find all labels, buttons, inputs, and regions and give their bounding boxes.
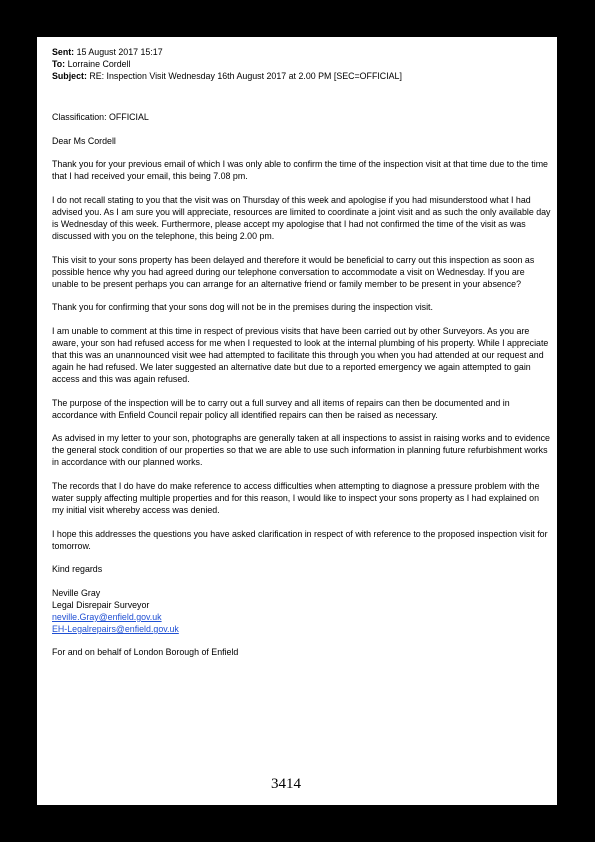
to-value: Lorraine Cordell — [67, 59, 131, 70]
classification: Classification: OFFICIAL — [52, 112, 149, 123]
paragraph-5: I am unable to comment at this time in respect of previous visits that have been carried out by other Surveyors. As you are aware, your son had refused access for me when I requested to look at the internal plumbing of his property. While I appreciate that this was an unannounced visit wee had attempted to facilitate this through you when you had attended at our request and again he had refused. We later suggested an alternative date but due to a reported emergency we again attempted to gain access and this was again refused. — [52, 325, 549, 385]
paragraph-1: Thank you for your previous email of which I was only able to confirm the time of the inspection visit at that time due to the time that I had received your email, this being 7.08 pm. — [52, 159, 548, 182]
sent-value: 15 August 2017 15:17 — [76, 47, 163, 57]
paragraph-9: I hope this addresses the questions you have asked clarification in respect of with reference to the proposed inspection visit for tomorrow. — [52, 528, 548, 551]
page-number: 3414 — [271, 776, 301, 792]
email-link-legalrepairs[interactable]: EH-Legalrepairs@enfield.gov.uk — [52, 623, 179, 634]
email-link-neville[interactable]: neville.Gray@enfield.gov.uk — [52, 611, 162, 622]
signature-behalf: For and on behalf of London Borough of Enfield — [52, 647, 239, 658]
subject-line — [52, 70, 552, 82]
paragraph-4: Thank you for confirming that your sons dog will not be in the premises during the inspection visit. — [52, 302, 433, 313]
to-label: To: — [52, 59, 66, 70]
email-body — [52, 46, 552, 658]
subject-value: RE: Inspection Visit Wednesday 16th August 2017 at 2.00 PM [SEC=OFFICIAL] — [89, 71, 402, 82]
document-page — [37, 37, 557, 805]
paragraph-3: This visit to your sons property has been delayed and therefore it would be beneficial to carry out this inspection as soon as possible hence why you had agreed during our telephone conversation to accommodate a visit on Wednesday. If you are unable to be present perhaps you can arrange for an alternative friend or family member to be present in your absence? — [52, 254, 535, 289]
signature-block — [52, 587, 552, 659]
paragraph-8: The records that I do have do make reference to access difficulties when attempting to diagnose a pressure problem with the water supply affecting multiple properties and for this reason, I would like to inspect your sons property as I had explained on my initial visit whereby access was denied. — [52, 480, 540, 516]
signature-title: Legal Disrepair Surveyor — [52, 599, 150, 610]
sent-label: Sent: — [52, 47, 75, 57]
signature-name: Neville Gray — [52, 587, 101, 598]
paragraph-2: I do not recall stating to you that the visit was on Thursday of this week and apologise if you had misunderstood what I had advised you. As I am sure you will appreciate, resources are limited to coordinate a joint visit and as such the only available day is Wednesday of this week. Furthermore, please accept my apologise that I had not confirmed the time of the visit as was discussed with you on the telephone, this being 2.00 pm. — [52, 194, 551, 242]
closing: Kind regards — [52, 564, 103, 575]
to-line — [52, 58, 552, 70]
sent-line — [52, 46, 552, 58]
paragraph-6: The purpose of the inspection will be to carry out a full survey and all items of repairs can then be documented and in accordance with Enfield Council repair policy all identified repairs can then be raised as necessary. — [52, 397, 510, 420]
paragraph-7: As advised in my letter to your son, photographs are generally taken at all inspections to assist in raising works and to evidence the general stock condition of our properties so that we are able to use such information in planning future refurbishment works in accordance with our planned works. — [52, 433, 550, 468]
greeting: Dear Ms Cordell — [52, 135, 116, 146]
subject-label: Subject: — [52, 71, 87, 82]
